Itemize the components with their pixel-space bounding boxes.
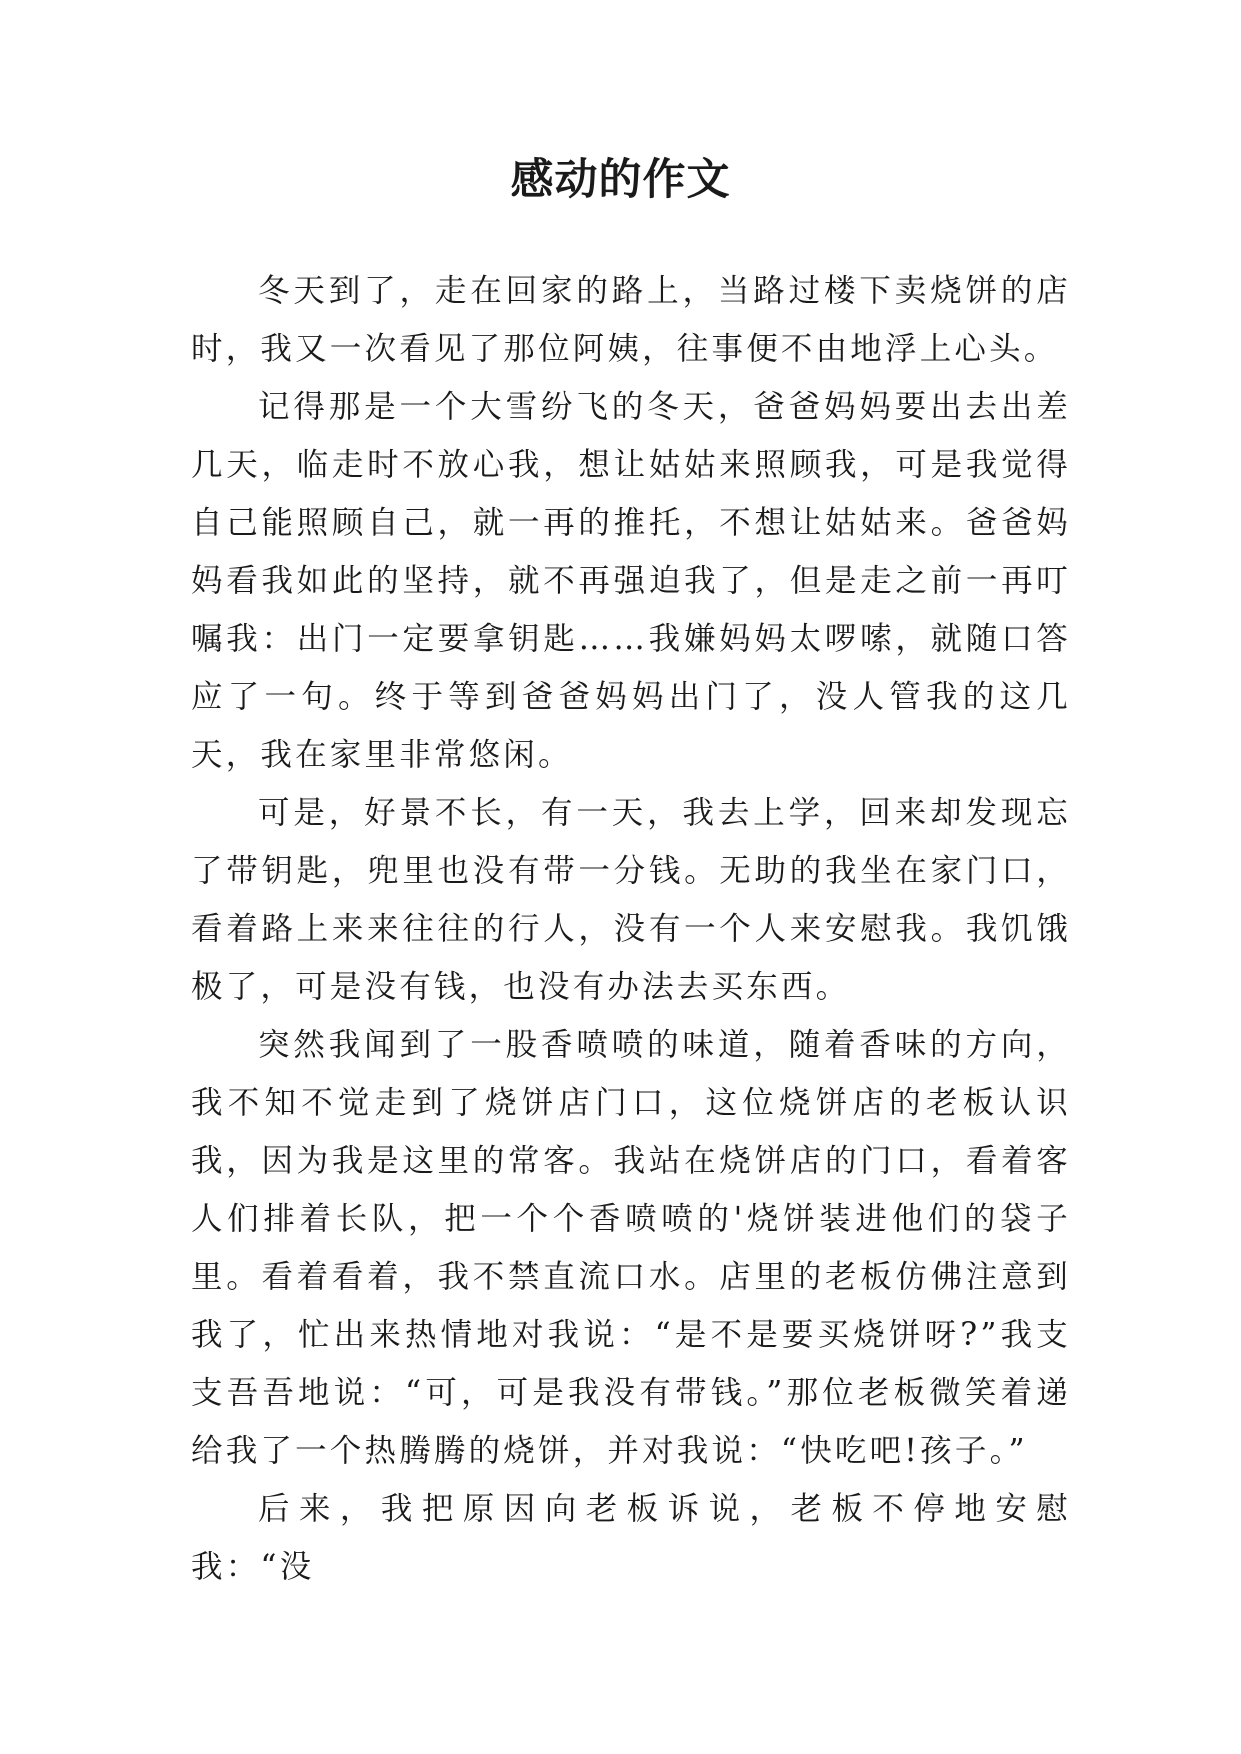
paragraph: 记得那是一个大雪纷飞的冬天，爸爸妈妈要出去出差几天，临走时不放心我，想让姑姑来照顾我，可是我觉得自己能照顾自己，就一再的推托，不想让姑姑来。爸爸妈妈看我如此的坚持，就不再强迫我了，但是走之前一再叮嘱我：出门一定要拿钥匙……我嫌妈妈太啰嗦，就随口答应了一句。终于等到爸爸妈妈出门了，没人管我的这几天，我在家里非常悠闲。 [191, 389, 1071, 773]
document-body [191, 262, 1071, 1596]
paragraph: 突然我闻到了一股香喷喷的味道，随着香味的方向，我不知不觉走到了烧饼店门口，这位烧饼店的老板认识我，因为我是这里的常客。我站在烧饼店的门口，看着客人们排着长队，把一个个香喷喷的'烧饼装进他们的袋子里。看着看着，我不禁直流口水。店里的老板仿佛注意到我了，忙出来热情地对我说：“是不是要买烧饼呀?”我支支吾吾地说：“可，可是我没有带钱。”那位老板微笑着递给我了一个热腾腾的烧饼，并对我说：“快吃吧!孩子。” [191, 1027, 1071, 1469]
paragraph: 可是，好景不长，有一天，我去上学，回来却发现忘了带钥匙，兜里也没有带一分钱。无助的我坐在家门口，看着路上来来往往的行人，没有一个人来安慰我。我饥饿极了，可是没有钱，也没有办法去买东西。 [191, 795, 1071, 1005]
document-title: 感动的作文 [510, 155, 731, 205]
paragraph: 冬天到了，走在回家的路上，当路过楼下卖烧饼的店时，我又一次看见了那位阿姨，往事便不由地浮上心头。 [191, 273, 1071, 367]
paragraph: 后来，我把原因向老板诉说，老板不停地安慰我：“没 [191, 1491, 1071, 1585]
